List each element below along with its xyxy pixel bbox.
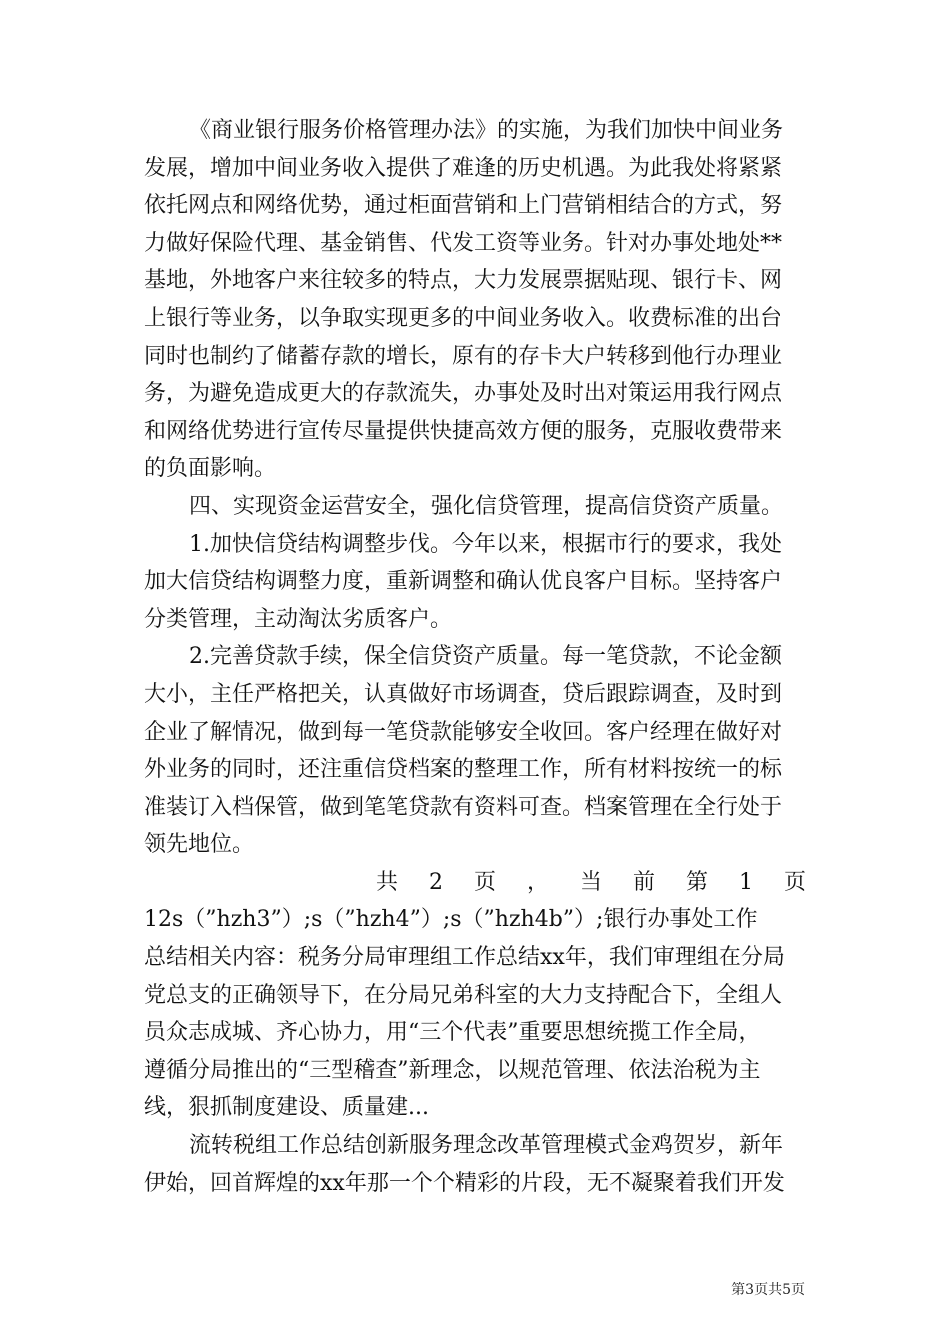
- text-line: 大小，主任严格把关，认真做好市场调查，贷后跟踪调查，及时到: [144, 681, 783, 707]
- page-count-char: 前: [632, 869, 655, 895]
- page-indicator: 第3页共5页: [731, 1282, 805, 1298]
- page-count-char: 2: [429, 869, 443, 895]
- text-line: 准装订入档保管，做到笔笔贷款有资料可查。档案管理在全行处于: [144, 794, 783, 820]
- text-line: 《商业银行服务价格管理办法》的实施，为我们加快中间业务: [189, 118, 784, 143]
- text-line: 同时也制约了储蓄存款的增长，原有的存卡大户转移到他行办理业: [144, 343, 783, 369]
- text-line: 务，为避免造成更大的存款流失，办事处及时出对策运用我行网点: [144, 381, 783, 407]
- text-line: 线，狠抓制度建设、质量建...: [144, 1095, 429, 1121]
- page-count-char: 第: [685, 869, 708, 895]
- text-line: 2.完善贷款手续，保全信贷资产质量。每一笔贷款，不论金额: [189, 644, 782, 670]
- text-line: 遵循分局推出的“三型稽查”新理念，以规范管理、依法治税为主: [144, 1057, 761, 1083]
- text-line: 力做好保险代理、基金销售、代发工资等业务。针对办事处地处**: [144, 230, 783, 256]
- text-line: 12s（”hzh3”）;s（”hzh4”）;s（”hzh4b”）;银行办事处工作: [144, 907, 758, 933]
- page-count-line: [144, 864, 806, 902]
- text-line: 基地，外地客户来往较多的特点，大力发展票据贴现、银行卡、网: [144, 268, 783, 294]
- text-line: 伊始，回首辉煌的xx年那一个个精彩的片段，无不凝聚着我们开发: [144, 1170, 785, 1196]
- text-line: 外业务的同时，还注重信贷档案的整理工作，所有材料按统一的标: [144, 757, 783, 783]
- text-line: 发展，增加中间业务收入提供了难逢的历史机遇。为此我处将紧紧: [144, 155, 783, 181]
- text-line: 依托网点和网络优势，通过柜面营销和上门营销相结合的方式，努: [144, 193, 783, 219]
- page-count-char: 页: [783, 869, 806, 895]
- text-line: 上银行等业务，以争取实现更多的中间业务收入。收费标准的出台: [144, 305, 783, 331]
- text-line: 党总支的正确领导下，在分局兄弟科室的大力支持配合下，全组人: [144, 982, 783, 1008]
- text-line: 流转税组工作总结创新服务理念改革管理模式金鸡贺岁，新年: [189, 1133, 784, 1159]
- text-line: 领先地位。: [144, 832, 255, 858]
- text-line: 加大信贷结构调整力度，重新调整和确认优良客户目标。坚持客户: [144, 569, 783, 595]
- page-count-char: 共: [376, 869, 399, 895]
- text-line: 企业了解情况，做到每一笔贷款能够安全收回。客户经理在做好对: [144, 719, 783, 745]
- text-line: 员众志成城、齐心协力，用“三个代表”重要思想统揽工作全局，: [144, 1020, 761, 1046]
- page-count-char: ，: [526, 869, 549, 895]
- section-heading: 四、实现资金运营安全，强化信贷管理，提高信贷资产质量。: [189, 493, 784, 519]
- text-line: 分类管理，主动淘汰劣质客户。: [144, 606, 453, 632]
- document-body: [144, 112, 806, 1202]
- text-line: 总结相关内容：税务分局审理组工作总结xx年，我们审理组在分局: [144, 945, 785, 971]
- text-line: 的负面影响。: [144, 456, 277, 482]
- text-line: 1.加快信贷结构调整步伐。今年以来，根据市行的要求，我处: [189, 531, 782, 557]
- page-count-char: 页: [473, 869, 496, 895]
- page-count-char: 1: [738, 869, 753, 895]
- text-line: 和网络优势进行宣传尽量提供快捷高效方便的服务，克服收费带来: [144, 418, 783, 444]
- page-count-char: 当: [579, 869, 602, 895]
